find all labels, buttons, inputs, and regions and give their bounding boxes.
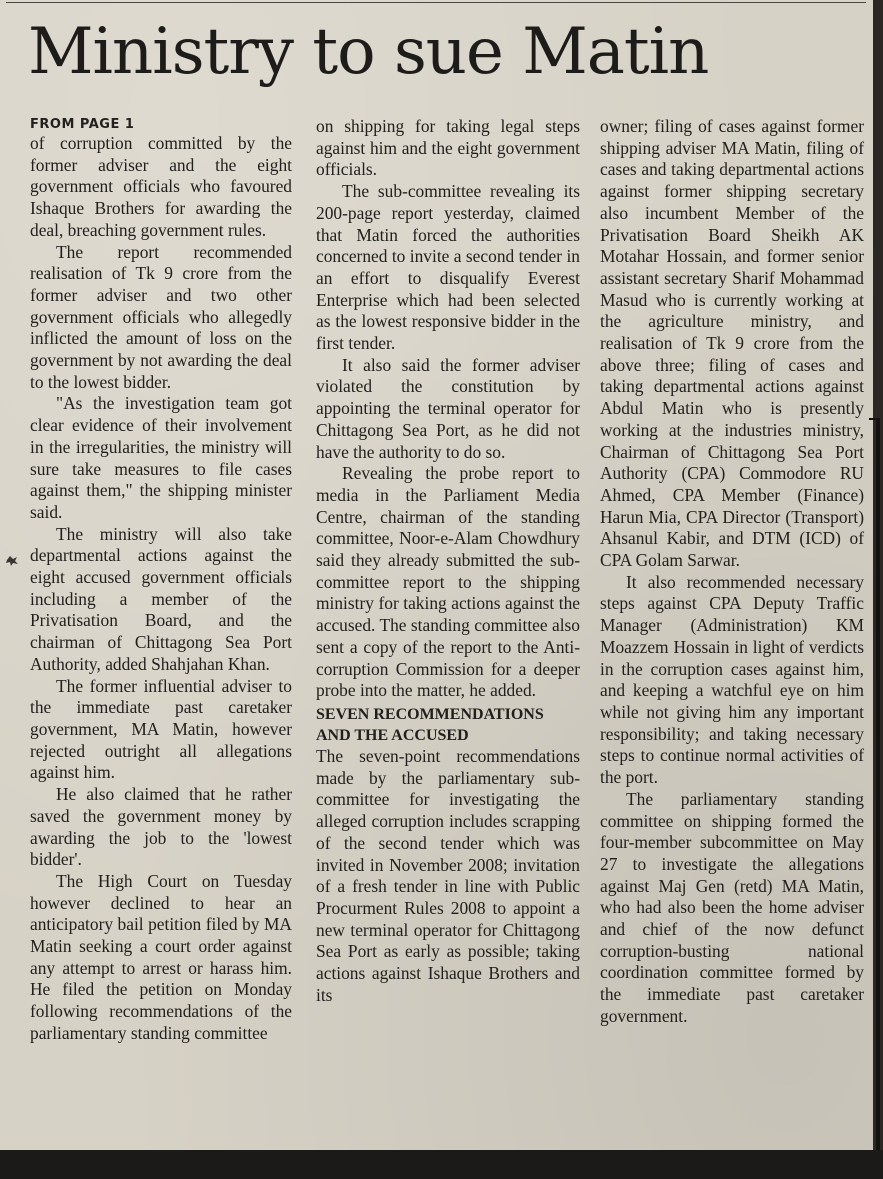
paragraph: owner; filing of cases against former shipping adviser MA Matin, filing of cases and taking departmental actions against former shipping secretary also incumbent Member of the Privatisation Board Sheikh AK Motahar Hossain, and former senior assistant secretary Sharif Mohammad Masud who is currently working at the agriculture ministry, and realisation of Tk 9 crore from the above three; filing of cases and taking departmental actions against Abdul Matin who is presently working at the industries ministry, Chairman of Chittagong Sea Port Authority (CPA) Commodore RU Ahmed, CPA Member (Finance) Harun Mia, CPA Director (Transport) Ahsanul Kabir, and DTM (ICD) of CPA Golam Sarwar. (600, 116, 864, 571)
paragraph: The ministry will also take departmental actions against the eight accused government officials including a member of the Privatisation Board, and the chairman of Chittagong Sea Port Authority, added Shahjahan Khan. (30, 523, 292, 674)
headline: Ministry to sue Matin (28, 15, 709, 89)
paragraph: The seven-point recommendations made by the parliamentary sub-committee for investigating the alleged corruption includes scrapping of the second tender which was invited in November 2008; invitation of a fresh tender in line with Public Procurment Rules 2008 to appoint a new terminal operator for Chittagong Sea Port as early as possible; taking actions against Ishaque Brothers and its (316, 745, 580, 1005)
paragraph: The former influential adviser to the immediate past caretaker government, MA Matin, however rejected outright all allegations against him. (30, 675, 292, 783)
ink-blot-icon (4, 552, 20, 568)
paragraph: The sub-committee revealing its 200-page report yesterday, claimed that Matin forced the authorities concerned to invite a second tender in an effort to disqualify Everest Enterprise which had been selected as the lowest responsive bidder in the first tender. (316, 181, 580, 354)
paragraph: Revealing the probe report to media in the Parliament Media Centre, chairman of the standing committee, Noor-e-Alam Chowdhury said they already submitted the sub-committee report to the shipping ministry for taking actions against the accused. The standing committee also sent a copy of the report to the Anti-corruption Commission for a deeper probe into the matter, he added. (316, 463, 580, 701)
paragraph: The parliamentary standing committee on shipping formed the four-member subcommittee on May 27 to investigate the allegations against Maj Gen (retd) MA Matin, who had also been the home adviser and chief of the now defunct corruption-busting national coordination committee formed by the immediate past caretaker government. (600, 788, 864, 1026)
subhead: SEVEN RECOMMENDATIONS (316, 705, 544, 723)
paragraph: He also claimed that he rather saved the government money by awarding the job to the 'lowest bidder'. (30, 784, 292, 870)
kicker: FROM PAGE 1 (30, 117, 135, 132)
column-rule (876, 418, 880, 1156)
top-rule (6, 2, 866, 3)
column-1 (30, 116, 292, 1045)
paragraph: It also said the former adviser violated the constitution by appointing the terminal operator for Chittagong Sea Port, as he did not have the authority to do so. (316, 354, 580, 462)
paragraph: of corruption committed by the former adviser and the eight government officials who favoured Ishaque Brothers for awarding the deal, breaching government rules. (30, 133, 292, 240)
paragraph: "As the investigation team got clear evidence of their involvement in the irregularities, the ministry will sure take measures to file cases against them," the shipping minister said. (30, 393, 292, 522)
column-2 (316, 116, 580, 1006)
paragraph: The report recommended realisation of Tk 9 crore from the former adviser and two other government officials who allegedly inflicted the amount of loss on the government by not awarding the deal to the lowest bidder. (30, 241, 292, 392)
paragraph: on shipping for taking legal steps against him and the eight government officials. (316, 116, 580, 180)
column-3 (600, 116, 864, 1028)
paragraph: It also recommended necessary steps against CPA Deputy Traffic Manager (Administration) KM Moazzem Hossain in light of verdicts in the corruption cases against him, and keeping a watchful eye on him while not giving him any important responsibility; and taking necessary steps to continue normal activities of the port. (600, 571, 864, 788)
page-edge (0, 1150, 883, 1179)
paragraph: The High Court on Tuesday however declined to hear an anticipatory bail petition filed by MA Matin seeking a court order against any attempt to arrest or harass him. He filed the petition on Monday following recommendations of the parliamentary standing committee (30, 870, 292, 1043)
subhead: AND THE ACCUSED (316, 726, 469, 744)
